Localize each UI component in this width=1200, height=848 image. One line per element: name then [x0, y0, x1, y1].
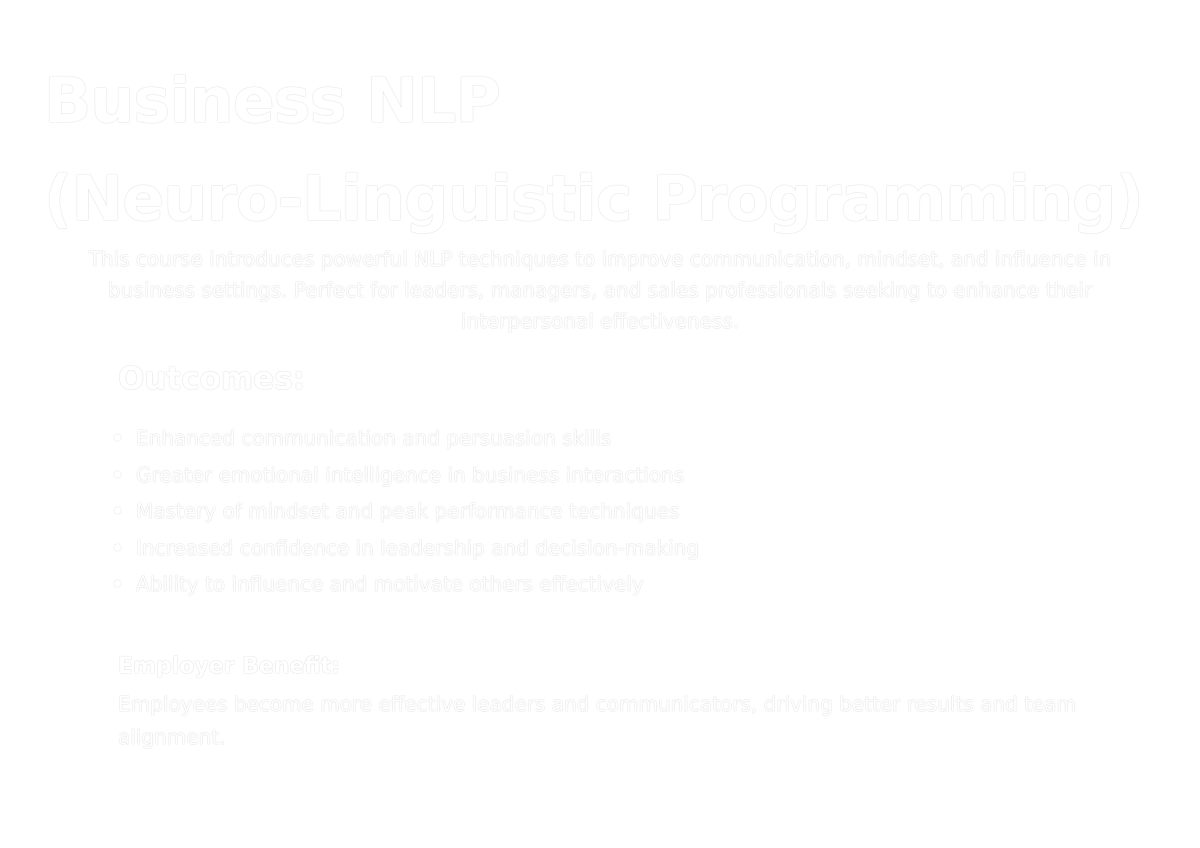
bullet-icon	[114, 507, 121, 514]
list-item	[136, 530, 699, 567]
list-item	[136, 457, 699, 494]
page-title-line-2: (Neuro-Linguistic Programming)	[44, 162, 1143, 235]
outcome-text: Enhanced communication and persuasion skills	[136, 426, 612, 450]
list-item	[136, 566, 699, 603]
employer-benefit-text: Employees become more effective leaders and communicators, driving better results and team alignment.	[118, 692, 1076, 749]
outcome-text: Greater emotional intelligence in business interactions	[136, 462, 685, 487]
outcomes-list	[136, 420, 699, 603]
outcome-text: Mastery of mindset and peak performance techniques	[136, 499, 680, 523]
employer-benefit-heading: Employer Benefit:	[118, 654, 341, 679]
bullet-icon	[114, 434, 121, 441]
list-item	[136, 493, 699, 530]
outcome-text: Increased confidence in leadership and decision-making	[136, 535, 700, 560]
bullet-icon	[114, 544, 121, 551]
outcomes-heading: Outcomes:	[118, 361, 306, 397]
course-description: This course introduces powerful NLP techniques to improve communication, mindset, and influence in business settings. Perfect for leaders, managers, and sales professionals seeking to enhance their interpersonal effectiveness.	[88, 247, 1112, 333]
list-item	[136, 420, 699, 457]
page-title-line-1: Business NLP	[44, 64, 500, 137]
bullet-icon	[114, 471, 121, 478]
outcome-text: Ability to influence and motivate others effectively	[136, 572, 644, 596]
bullet-icon	[114, 580, 121, 587]
page-title	[44, 52, 1174, 248]
